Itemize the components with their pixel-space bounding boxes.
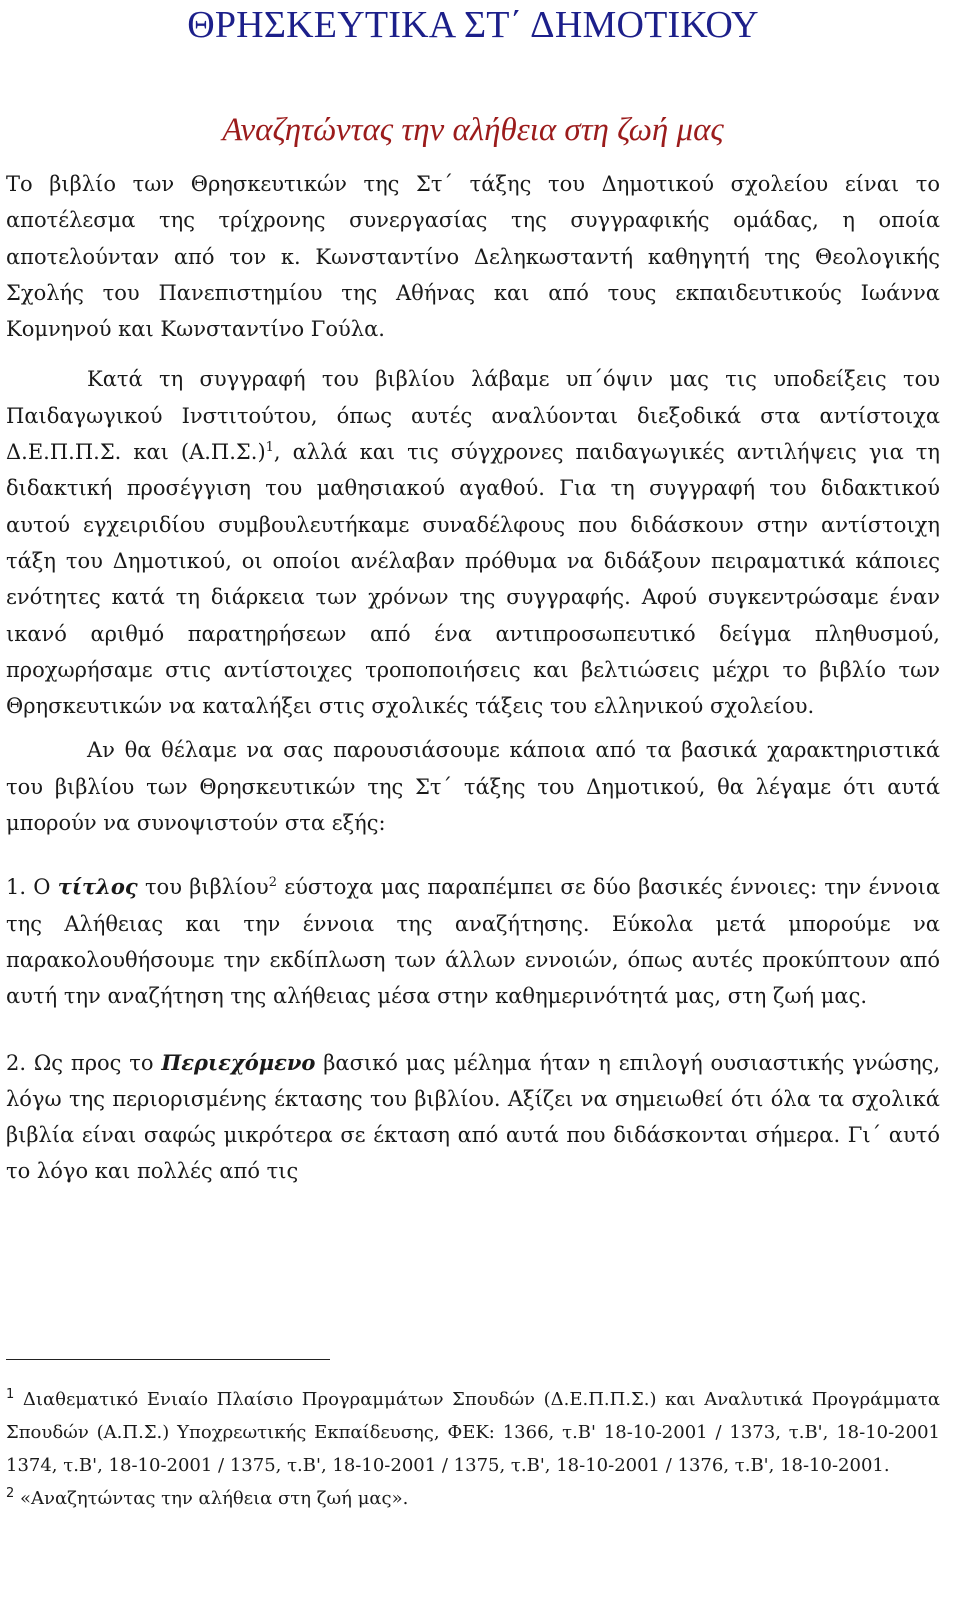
footnote-2-number: 2 [6,1486,15,1501]
paragraph-features-intro: Αν θα θέλαμε να σας παρουσιάσουμε κάποια από τα βασικά χαρακτηριστικά του βιβλίου των Θρησκευτικών της Στ΄ τάξης του Δημοτικού, θα λέγαμε ότι αυτά μπορούν να συνοψιστούν στα εξής: [6,738,940,836]
paragraph-methodology-text-1: Κατά τη συγγραφή του βιβλίου λάβαμε υπ΄όψιν μας τις υποδείξεις του Παιδαγωγικού Ινστιτούτου, όπως αυτές αναλύονται διεξοδικά στα αντίστοιχα Δ.Ε.Π.Π.Σ. και (Α.Π.Σ.) [6,367,940,465]
footnotes [6,1383,940,1515]
document-body [6,166,940,1190]
list-item-content-text: βασικό μας μέλημα ήταν η επιλογή ουσιαστικής γνώσης, λόγω της περιορισμένης έκτασης του βιβλίου. Αξίζει να σημειωθεί ότι όλα τα σχολικά βιβλία είναι σαφώς μικρότερα σε έκταση από αυτά που διδάσκονται σήμερα. Γι΄ αυτό το λόγο και πολλές από τις [6,1050,940,1184]
footnote-2 [6,1482,940,1515]
list-item-content-prefix: 2. Ως προς το [6,1050,162,1075]
footnote-ref-2[interactable]: 2 [268,875,277,891]
list-item-title-text: εύστοχα μας παραπέμπει σε δύο βασικές έννοιες: την έννοια της Αλήθειας και την έννοια της αναζήτησης. Εύκολα μετά μπορούμε να παρακολουθήσουμε την εκδίπλωση των άλλων εννοιών, όπως αυτές προκύπτουν από αυτή την αναζήτηση της αλήθειας μέσα στην καθημερινότητά μας, στη ζωή μας. [6,875,940,1009]
list-item-content-term: Περιεχόμενο [161,1049,316,1075]
list-item-title-term: τίτλος [57,874,138,900]
list-item-title-prefix: 1. Ο [6,875,58,900]
paragraph-methodology-text-2: , αλλά και τις σύγχρονες παιδαγωγικές αντιλήψεις για τη διδακτική προσέγγιση του μαθησιακού αγαθού. Για τη συγγραφή του διδακτικού αυτού εγχειριδίου συμβουλευτήκαμε συναδέλφους που διδάσκουν στην αντίστοιχη τάξη του Δημοτικού, οι οποίοι ανέλαβαν πρόθυμα να διδάξουν πειραματικά κάποιες ενότητες κατά τη διάρκεια των χρόνων της συγγραφής. Αφού συγκεντρώσαμε έναν ικανό αριθμό παρατηρήσεων από ένα αντιπροσωπευτικό δείγμα πληθυσμού, προχωρήσαμε στις αντίστοιχες τροποποιήσεις και βελτιώσεις μέχρι το βιβλίο των Θρησκευτικών να καταλήξει στις σχολικές τάξεις του ελληνικού σχολείου. [6,440,940,719]
footnote-ref-1[interactable]: 1 [265,440,274,456]
paragraph-intro: Το βιβλίο των Θρησκευτικών της Στ΄ τάξης του Δημοτικού σχολείου είναι το αποτέλεσμα της τρίχρονης συνεργασίας της συγγραφικής ομάδας, η οποία αποτελούνταν από τον κ. Κωνσταντίνο Δεληκωσταντή καθηγητή της Θεολογικής Σχολής του Πανεπιστημίου της Αθήνας και από τους εκπαιδευτικούς Ιωάννα Κομνηνού και Κωνσταντίνο Γούλα. [6,172,940,342]
list-item-title-mid: του βιβλίου [137,875,269,900]
footnote-separator [6,1359,330,1360]
footnote-2-text: «Αναζητώντας την αλήθεια στη ζωή μας». [14,1488,409,1509]
list-item-title [6,869,940,1014]
list-item-content [6,1045,940,1190]
footnote-1-text: Διαθεματικό Ενιαίο Πλαίσιο Προγραμμάτων Σπουδών (Δ.Ε.Π.Π.Σ.) και Αναλυτικά Προγράμματα Σπουδών (Α.Π.Σ.) Υποχρεωτικής Εκπαίδευσης, ΦΕΚ: 1366, τ.Β' 18-10-2001 / 1373, τ.Β', 18-10-2001 1374, τ.Β', 18-10-2001 / 1375, τ.Β', 18-10-2001 / 1375, τ.Β', 18-10-2001 / 1376, τ.Β', 18-10-2001. [6,1389,940,1476]
footnote-1-number: 1 [6,1387,15,1402]
footnote-1 [6,1383,940,1482]
paragraph-methodology [6,361,940,724]
document-title: ΘΡΗΣΚΕΥΤΙΚΑ ΣΤ΄ ΔΗΜΟΤΙΚΟΥ [187,4,759,46]
document-subtitle: Αναζητώντας την αλήθεια στη ζωή μας [222,112,724,148]
